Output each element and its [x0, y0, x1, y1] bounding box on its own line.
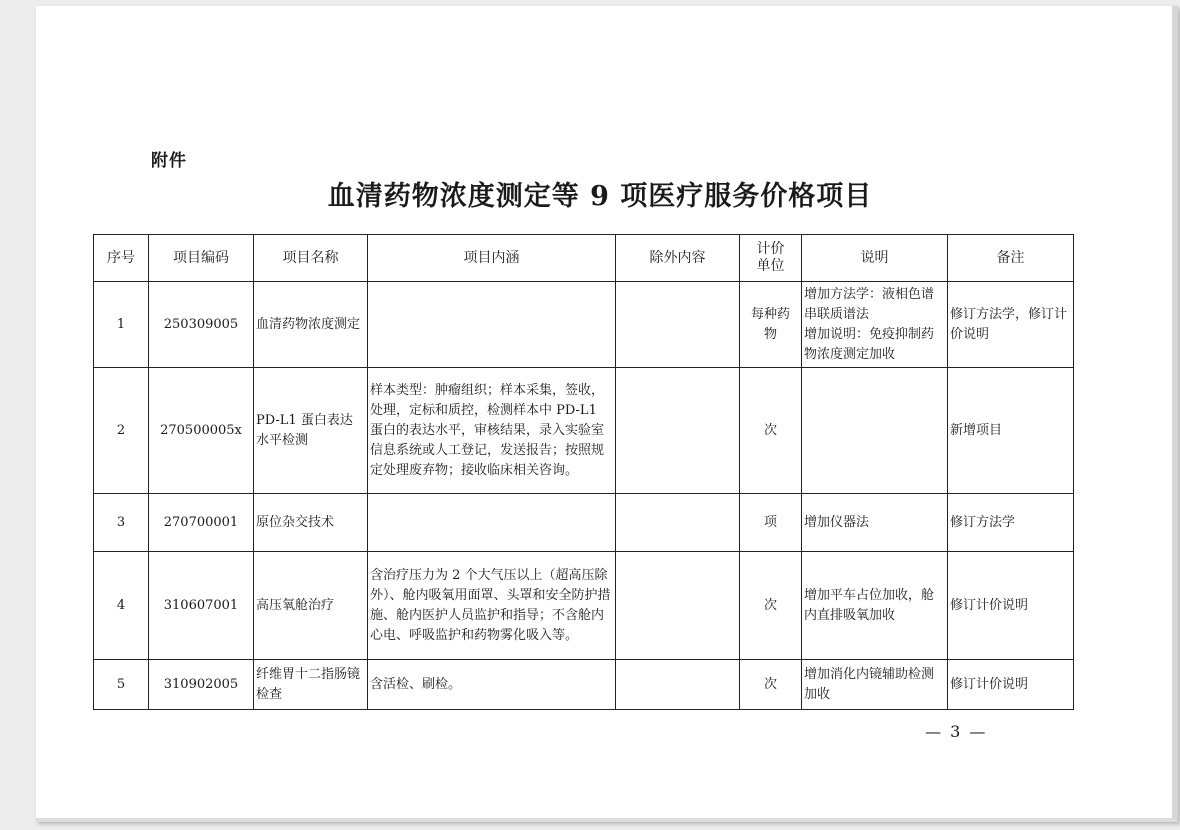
- cell-seq: 1: [94, 282, 149, 368]
- table-row: [94, 368, 1074, 494]
- cell-unit: 次: [740, 368, 802, 494]
- cell-seq: 2: [94, 368, 149, 494]
- cell-content: [368, 282, 616, 368]
- cell-content: [368, 494, 616, 552]
- table-row: [94, 494, 1074, 552]
- cell-unit: 次: [740, 552, 802, 660]
- header-exclusion: 除外内容: [616, 235, 740, 282]
- cell-remark: 修订方法学: [948, 494, 1074, 552]
- cell-note: 增加仪器法: [802, 494, 948, 552]
- cell-note: 增加消化内镜辅助检测加收: [802, 660, 948, 710]
- cell-remark: 新增项目: [948, 368, 1074, 494]
- cell-content: 含活检、刷检。: [368, 660, 616, 710]
- header-code: 项目编码: [149, 235, 254, 282]
- cell-unit: 项: [740, 494, 802, 552]
- cell-seq: 5: [94, 660, 149, 710]
- table-row: [94, 552, 1074, 660]
- header-note: 说明: [802, 235, 948, 282]
- cell-exclusion: [616, 660, 740, 710]
- header-unit: [740, 235, 802, 282]
- attachment-label: 附件: [151, 151, 187, 171]
- cell-exclusion: [616, 494, 740, 552]
- cell-note: [802, 368, 948, 494]
- price-items-table: [93, 234, 1074, 710]
- cell-remark: 修订计价说明: [948, 552, 1074, 660]
- header-seq: 序号: [94, 235, 149, 282]
- cell-exclusion: [616, 282, 740, 368]
- header-content: 项目内涵: [368, 235, 616, 282]
- cell-seq: 3: [94, 494, 149, 552]
- header-remark: 备注: [948, 235, 1074, 282]
- cell-seq: 4: [94, 552, 149, 660]
- cell-remark: 修订计价说明: [948, 660, 1074, 710]
- cell-code: 310902005: [149, 660, 254, 710]
- cell-note: 增加平车占位加收，舱内直排吸氧加收: [802, 552, 948, 660]
- cell-note: 增加方法学：液相色谱串联质谱法 增加说明：免疫抑制药物浓度测定加收: [802, 282, 948, 368]
- page-number: — 3 —: [925, 722, 988, 741]
- table-row: [94, 282, 1074, 368]
- cell-exclusion: [616, 368, 740, 494]
- cell-unit: 每种药物: [740, 282, 802, 368]
- cell-name: 原位杂交技术: [254, 494, 368, 552]
- cell-name: PD-L1 蛋白表达水平检测: [254, 368, 368, 494]
- document-title: 血清药物浓度测定等 9 项医疗服务价格项目: [327, 181, 873, 212]
- cell-remark: 修订方法学，修订计价说明: [948, 282, 1074, 368]
- cell-name: 血清药物浓度测定: [254, 282, 368, 368]
- header-name: 项目名称: [254, 235, 368, 282]
- table-header-row: [94, 235, 1074, 282]
- cell-exclusion: [616, 552, 740, 660]
- cell-unit: 次: [740, 660, 802, 710]
- header-unit-line2: 单位: [756, 258, 785, 274]
- cell-content: 样本类型：肿瘤组织；样本采集，签收，处理，定标和质控，检测样本中 PD-L1 蛋白的表达水平，审核结果，录入实验室信息系统或人工登记，发送报告；按照规定处理废弃物；接收临床相关咨询。: [368, 368, 616, 494]
- header-unit-line1: 计价: [756, 241, 785, 257]
- cell-code: 270500005x: [149, 368, 254, 494]
- cell-content: 含治疗压力为 2 个大气压以上（超高压除外）、舱内吸氧用面罩、头罩和安全防护措施、舱内医护人员监护和指导；不含舱内心电、呼吸监护和药物雾化吸入等。: [368, 552, 616, 660]
- cell-code: 270700001: [149, 494, 254, 552]
- cell-name: 高压氧舱治疗: [254, 552, 368, 660]
- table-row: [94, 660, 1074, 710]
- cell-name: 纤维胃十二指肠镜检查: [254, 660, 368, 710]
- cell-code: 250309005: [149, 282, 254, 368]
- cell-code: 310607001: [149, 552, 254, 660]
